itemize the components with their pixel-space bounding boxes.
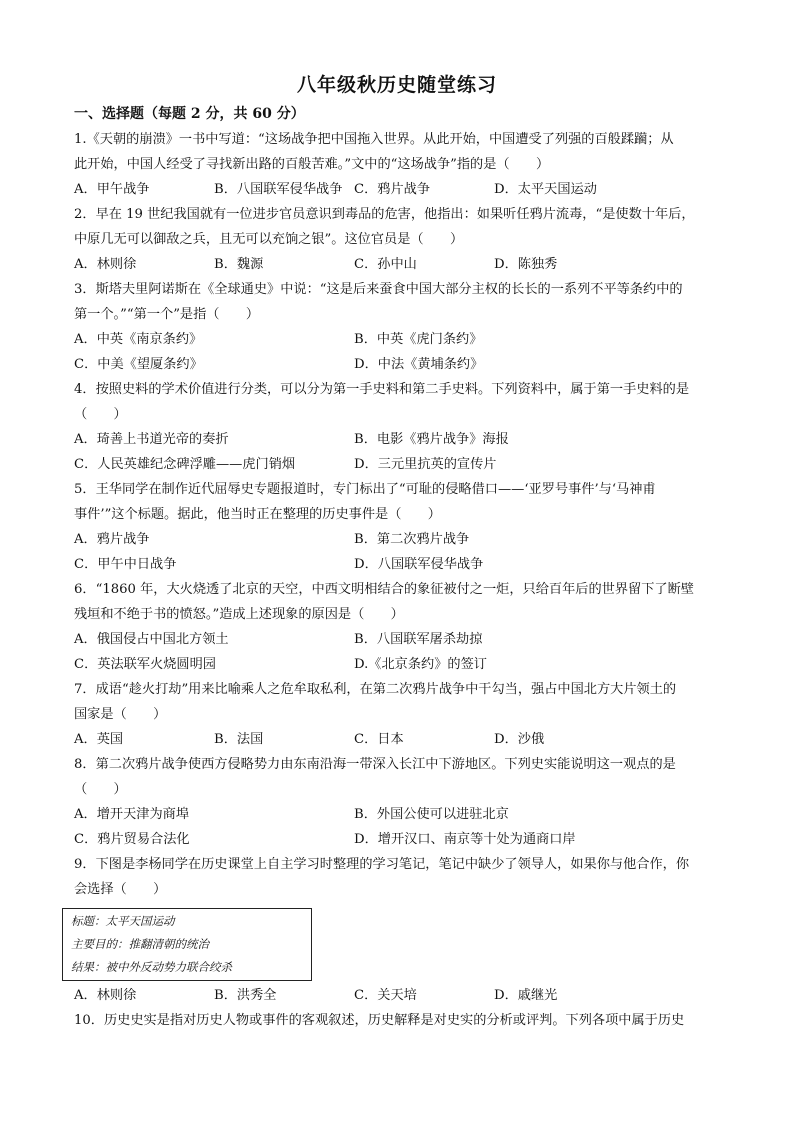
question-6-stem: 6．“1860 年，大火烧透了北京的天空，中西文明相结合的象征被付之一炬，只给百年后的世界留下了断壁 bbox=[74, 582, 694, 597]
question-2-options bbox=[74, 252, 726, 277]
note-goal-line: 主要目的：推翻清朝的统治 bbox=[71, 937, 209, 951]
option-c[interactable]: C．日本 bbox=[354, 732, 404, 747]
question-2-stem: 中原几无可以御敌之兵，且无可以充饷之银”。这位官员是（ ） bbox=[74, 232, 464, 247]
question-8-options bbox=[74, 802, 726, 827]
question-3-stem: 3．斯塔夫里阿诺斯在《全球通史》中说：“这是后来蚕食中国大部分主权的长长的一系列不平等条约中的 bbox=[74, 282, 683, 297]
section-heading: 一、选择题（每题 2 分，共 60 分） bbox=[74, 106, 305, 122]
option-d[interactable]: D．戚继光 bbox=[494, 988, 558, 1003]
option-a[interactable]: A．中英《南京条约》 bbox=[74, 332, 203, 347]
question-6-stem: 残垣和不绝于书的愤怒。”造成上述现象的原因是（ ） bbox=[74, 607, 404, 622]
question-4-options bbox=[74, 452, 726, 477]
option-b[interactable]: B．魏源 bbox=[214, 257, 264, 272]
option-d[interactable]: D.《北京条约》的签订 bbox=[354, 657, 487, 672]
question-1-options bbox=[74, 177, 726, 202]
option-c[interactable]: C．中美《望厦条约》 bbox=[74, 357, 203, 372]
question-4-stem: 4．按照史料的学术价值进行分类，可以分为第一手史料和第二手史料。下列资料中，属于第一手史料的是 bbox=[74, 382, 690, 397]
question-1-stem: 1.《天朝的崩溃》一书中写道：“这场战争把中国拖入世界。从此开始，中国遭受了列强的百般蹂躏；从 bbox=[74, 132, 674, 147]
question-4-stem: （ ） bbox=[74, 407, 127, 422]
option-b[interactable]: B．电影《鸦片战争》海报 bbox=[354, 432, 509, 447]
option-a[interactable]: A．林则徐 bbox=[74, 988, 137, 1003]
question-3-stem: 第一个。”“第一个”是指（ ） bbox=[74, 307, 260, 322]
option-b[interactable]: B．八国联军屠杀劫掠 bbox=[354, 632, 483, 647]
note-result-line: 结果：被中外反动势力联合绞杀 bbox=[71, 960, 232, 974]
question-list bbox=[71, 102, 726, 1033]
option-d[interactable]: D．增开汉口、南京等十处为通商口岸 bbox=[354, 832, 576, 847]
question-7-stem: 国家是（ ） bbox=[74, 707, 167, 722]
option-c[interactable]: C．关天培 bbox=[354, 988, 417, 1003]
question-5-stem: 事件’”这个标题。据此，他当时正在整理的历史事件是（ ） bbox=[74, 507, 441, 522]
option-c[interactable]: C．鸦片贸易合法化 bbox=[74, 832, 190, 847]
question-3-options bbox=[74, 352, 726, 377]
option-d[interactable]: D．太平天国运动 bbox=[494, 182, 597, 197]
option-b[interactable]: B．外国公使可以进驻北京 bbox=[354, 807, 509, 822]
option-d[interactable]: D．八国联军侵华战争 bbox=[354, 557, 484, 572]
option-a[interactable]: A．甲午战争 bbox=[74, 182, 150, 197]
question-6-options bbox=[74, 652, 726, 677]
question-5-options bbox=[74, 552, 726, 577]
option-c[interactable]: C．人民英雄纪念碑浮雕——虎门销烟 bbox=[74, 457, 296, 472]
question-6-options bbox=[74, 627, 726, 652]
question-8-stem: 8．第二次鸦片战争使西方侵略势力由东南沿海一带深入长江中下游地区。下列史实能说明这一观点的是 bbox=[74, 757, 676, 772]
note-title-line: 标题：太平天国运动 bbox=[71, 914, 175, 928]
option-a[interactable]: A．俄国侵占中国北方领土 bbox=[74, 632, 229, 647]
option-d[interactable]: D．陈独秀 bbox=[494, 257, 558, 272]
question-9-options bbox=[74, 983, 726, 1008]
page-title: 八年级秋历史随堂练习 bbox=[296, 74, 497, 96]
study-note-box bbox=[62, 908, 312, 981]
question-8-options bbox=[74, 827, 726, 852]
question-9-stem: 9．下图是李杨同学在历史课堂上自主学习时整理的学习笔记，笔记中缺少了领导人，如果你与他合作，你 bbox=[74, 857, 690, 872]
question-3-options bbox=[74, 327, 726, 352]
option-b[interactable]: B．第二次鸦片战争 bbox=[354, 532, 470, 547]
option-a[interactable]: A．林则徐 bbox=[74, 257, 137, 272]
question-8-stem: （ ） bbox=[74, 782, 127, 797]
question-5-options bbox=[74, 527, 726, 552]
option-a[interactable]: A．英国 bbox=[74, 732, 124, 747]
option-a[interactable]: A．增开天津为商埠 bbox=[74, 807, 190, 822]
option-b[interactable]: B．八国联军侵华战争 bbox=[214, 182, 343, 197]
option-d[interactable]: D．中法《黄埔条约》 bbox=[354, 357, 484, 372]
option-c[interactable]: C．甲午中日战争 bbox=[74, 557, 177, 572]
option-b[interactable]: B．法国 bbox=[214, 732, 264, 747]
option-c[interactable]: C．孙中山 bbox=[354, 257, 417, 272]
option-b[interactable]: B．洪秀全 bbox=[214, 988, 277, 1003]
question-4-options bbox=[74, 427, 726, 452]
question-7-options bbox=[74, 727, 726, 752]
question-2-stem: 2．早在 19 世纪我国就有一位进步官员意识到毒品的危害，他指出：如果听任鸦片流毒，“是使数十年后， bbox=[74, 207, 695, 222]
option-c[interactable]: C．鸦片战争 bbox=[354, 182, 431, 197]
option-c[interactable]: C．英法联军火烧圆明园 bbox=[74, 657, 216, 672]
option-d[interactable]: D．沙俄 bbox=[494, 732, 545, 747]
question-10-stem: 10．历史史实是指对历史人物或事件的客观叙述，历史解释是对史实的分析或评判。下列各项中属于历史 bbox=[74, 1013, 685, 1028]
option-d[interactable]: D．三元里抗英的宣传片 bbox=[354, 457, 497, 472]
question-1-stem: 此开始，中国人经受了寻找新出路的百般苦难。”文中的“这场战争”指的是（ ） bbox=[74, 157, 550, 172]
option-b[interactable]: B．中英《虎门条约》 bbox=[354, 332, 483, 347]
question-7-stem: 7．成语“趁火打劫”用来比喻乘人之危牟取私利，在第二次鸦片战争中干勾当，强占中国北方大片领土的 bbox=[74, 682, 677, 697]
question-5-stem: 5．王华同学在制作近代屈辱史专题报道时，专门标出了“可耻的侵略借口——‘亚罗号事件’与‘马神甫 bbox=[74, 482, 656, 497]
question-9-stem: 会选择（ ） bbox=[74, 882, 167, 897]
option-a[interactable]: A．琦善上书道光帝的奏折 bbox=[74, 432, 229, 447]
option-a[interactable]: A．鸦片战争 bbox=[74, 532, 150, 547]
